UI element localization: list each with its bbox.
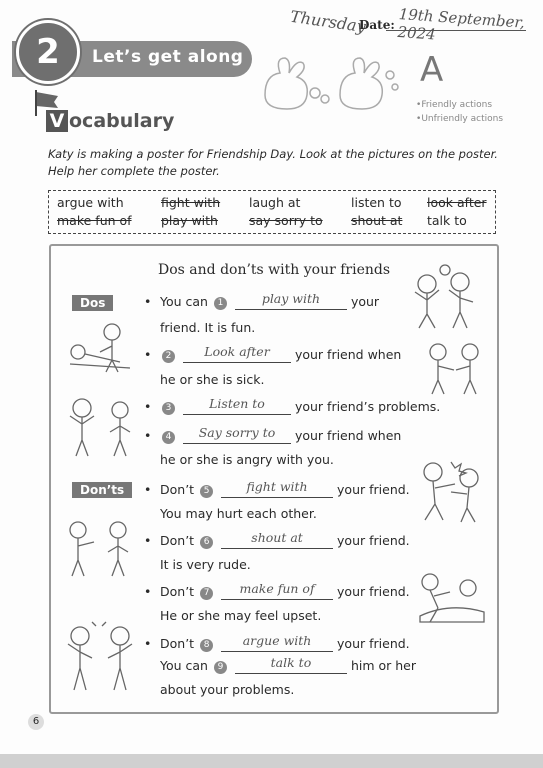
answer-blank[interactable]: play with [235, 295, 347, 310]
word-look-after: look after [427, 195, 487, 210]
answer-blank[interactable]: Say sorry to [183, 429, 291, 444]
grade-mark: A [420, 50, 444, 90]
arguing-kids-illustration [62, 618, 142, 696]
answer-blank[interactable]: argue with [221, 637, 333, 652]
legend-friendly: • Friendly actions [416, 100, 492, 110]
word-shout-at: shout at [351, 213, 403, 228]
answer-blank[interactable]: talk to [235, 659, 347, 674]
item-3: • 3 Listen to your friend’s problems. [160, 399, 440, 415]
shouting-kid-illustration [62, 516, 142, 580]
answer-blank[interactable]: make fun of [221, 585, 333, 600]
item-6: • Don’t 6 shout at your friend. [160, 533, 410, 549]
word-play-with: play with [161, 213, 218, 228]
word-fight-with: fight with [161, 195, 221, 210]
item-1-continuation: friend. It is fun. [160, 320, 256, 335]
sick-friend-illustration [60, 318, 140, 374]
word-make-fun-of: make fun of [57, 213, 132, 228]
helping-friend-illustration [420, 340, 490, 396]
section-title: V ocabulary [46, 110, 174, 132]
item-6-continuation: It is very rude. [160, 557, 251, 572]
item-2: • 2 Look after your friend when [160, 347, 401, 363]
item-2-continuation: he or she is sick. [160, 372, 265, 387]
instructions: Katy is making a poster for Friendship Day. Look at the pictures on the poster. Help her complete the poster. [48, 147, 498, 178]
bunny-doodles-icon [255, 55, 405, 115]
legend-unfriendly: • Unfriendly actions [416, 114, 503, 124]
legend [416, 98, 503, 126]
item-7: • Don’t 7 make fun of your friend. [160, 584, 410, 600]
page-number: 6 [28, 714, 44, 730]
handwritten-day: Thursday [289, 6, 367, 37]
item-4-continuation: he or she is angry with you. [160, 452, 334, 467]
dos-label: Dos [72, 295, 113, 311]
unit-title: Let’s get along [92, 47, 244, 67]
word-listen-to: listen to [351, 195, 402, 210]
answer-blank[interactable]: fight with [221, 483, 333, 498]
laughing-kids-illustration [410, 566, 490, 626]
donts-label: Don’ts [72, 482, 132, 498]
item-9-continuation: about your problems. [160, 682, 295, 697]
answer-blank[interactable]: Listen to [183, 400, 291, 415]
word-bank [48, 190, 496, 234]
item-8: • Don’t 8 argue with your friend. [160, 636, 410, 652]
kids-playing-illustration [405, 262, 485, 332]
item-9: You can 9 talk to him or her [160, 655, 416, 673]
answer-blank[interactable]: Look after [183, 348, 291, 363]
word-argue-with: argue with [57, 195, 124, 210]
date-label: Date: [359, 18, 395, 32]
word-talk-to: talk to [427, 213, 467, 228]
word-laugh-at: laugh at [249, 195, 301, 210]
item-7-continuation: He or she may feel upset. [160, 608, 322, 623]
word-say-sorry-to: say sorry to [249, 213, 323, 228]
item-5: • Don’t 5 fight with your friend. [160, 482, 410, 498]
unit-number-badge: 2 [16, 20, 80, 84]
item-5-continuation: You may hurt each other. [160, 506, 317, 521]
poster-title: Dos and don’ts with your friends [158, 262, 391, 278]
item-4: • 4 Say sorry to your friend when [160, 428, 401, 444]
footer-bar [0, 754, 543, 768]
answer-blank[interactable]: shout at [221, 534, 333, 549]
item-1: • You can 1 play with your [160, 294, 379, 310]
listening-friends-illustration [62, 396, 142, 460]
fighting-kids-illustration [415, 456, 490, 524]
handwritten-date: 19th September, 2024 [396, 4, 526, 44]
